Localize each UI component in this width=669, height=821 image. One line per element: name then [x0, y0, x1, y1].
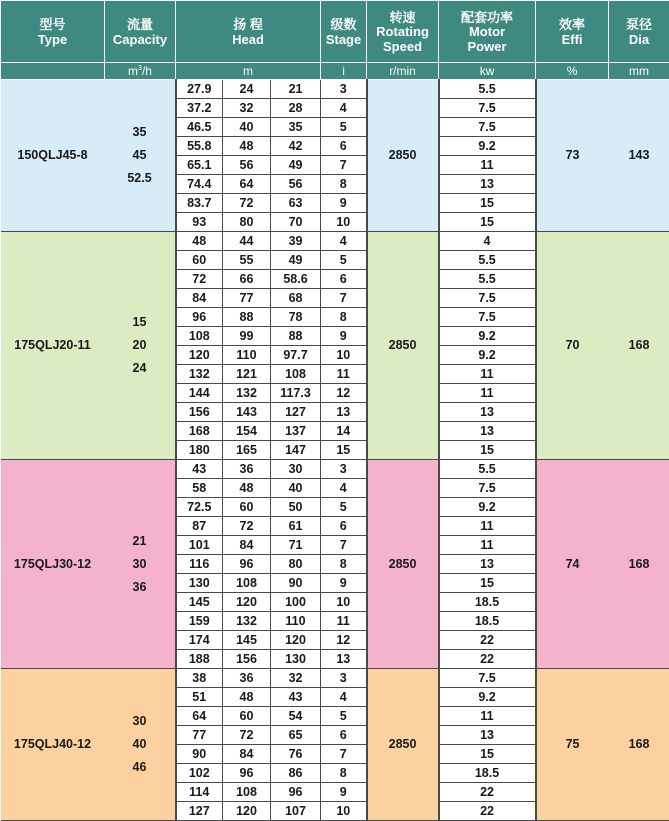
head-value-2: 154	[223, 422, 271, 441]
head-value-1: 180	[176, 441, 223, 460]
capacity-values	[105, 460, 176, 669]
power-value: 9.2	[439, 688, 536, 707]
head-value-3: 42	[271, 137, 321, 156]
head-value-3: 137	[271, 422, 321, 441]
head-value-3: 97.7	[271, 346, 321, 365]
head-value-2: 120	[223, 593, 271, 612]
stage-value: 10	[321, 802, 367, 821]
stage-value: 5	[321, 707, 367, 726]
power-value: 9.2	[439, 346, 536, 365]
capacity-value: 36	[105, 576, 175, 599]
head-value-2: 145	[223, 631, 271, 650]
effi-value: 74	[536, 460, 609, 669]
capacity-values	[105, 232, 176, 460]
model-type: 175QLJ30-12	[1, 460, 105, 669]
head-value-3: 65	[271, 726, 321, 745]
stage-value: 4	[321, 479, 367, 498]
capacity-value: 52.5	[105, 167, 175, 190]
power-value: 13	[439, 726, 536, 745]
stage-value: 8	[321, 555, 367, 574]
header-power: 配套功率 Motor Power	[439, 1, 536, 63]
stage-value: 9	[321, 783, 367, 802]
capacity-value: 24	[105, 357, 175, 380]
model-type: 150QLJ45-8	[1, 80, 105, 232]
head-value-1: 132	[176, 365, 223, 384]
capacity-values	[105, 669, 176, 821]
power-value: 15	[439, 213, 536, 232]
power-value: 18.5	[439, 764, 536, 783]
head-value-3: 100	[271, 593, 321, 612]
head-value-3: 35	[271, 118, 321, 137]
power-value: 18.5	[439, 612, 536, 631]
head-value-1: 43	[176, 460, 223, 479]
power-value: 15	[439, 441, 536, 460]
head-value-3: 70	[271, 213, 321, 232]
head-value-1: 83.7	[176, 194, 223, 213]
power-value: 7.5	[439, 479, 536, 498]
head-value-3: 127	[271, 403, 321, 422]
head-value-3: 49	[271, 251, 321, 270]
stage-value: 15	[321, 441, 367, 460]
head-value-1: 114	[176, 783, 223, 802]
speed-value: 2850	[367, 460, 439, 669]
model-type: 175QLJ20-11	[1, 232, 105, 460]
power-value: 11	[439, 536, 536, 555]
head-value-3: 39	[271, 232, 321, 251]
header-stage: 级数 Stage	[321, 1, 367, 63]
power-value: 22	[439, 783, 536, 802]
stage-value: 6	[321, 517, 367, 536]
head-value-1: 87	[176, 517, 223, 536]
head-value-1: 102	[176, 764, 223, 783]
head-value-1: 90	[176, 745, 223, 764]
dia-value: 168	[609, 232, 669, 460]
head-value-2: 24	[223, 80, 271, 99]
head-value-3: 61	[271, 517, 321, 536]
power-value: 5.5	[439, 270, 536, 289]
head-value-2: 72	[223, 194, 271, 213]
table-row	[1, 232, 669, 251]
head-value-1: 84	[176, 289, 223, 308]
stage-value: 10	[321, 346, 367, 365]
power-value: 18.5	[439, 593, 536, 612]
stage-value: 8	[321, 764, 367, 783]
head-value-3: 56	[271, 175, 321, 194]
power-value: 9.2	[439, 498, 536, 517]
head-value-2: 72	[223, 517, 271, 536]
power-value: 22	[439, 650, 536, 669]
unit-effi: %	[536, 63, 609, 80]
unit-type	[1, 63, 105, 80]
head-value-3: 49	[271, 156, 321, 175]
head-value-1: 174	[176, 631, 223, 650]
head-value-2: 80	[223, 213, 271, 232]
power-value: 9.2	[439, 137, 536, 156]
head-value-1: 55.8	[176, 137, 223, 156]
head-value-2: 110	[223, 346, 271, 365]
head-value-3: 71	[271, 536, 321, 555]
head-value-1: 77	[176, 726, 223, 745]
stage-value: 10	[321, 593, 367, 612]
power-value: 11	[439, 156, 536, 175]
head-value-1: 27.9	[176, 80, 223, 99]
dia-value: 168	[609, 669, 669, 821]
power-value: 15	[439, 574, 536, 593]
power-value: 11	[439, 384, 536, 403]
power-value: 9.2	[439, 327, 536, 346]
speed-value: 2850	[367, 232, 439, 460]
power-value: 5.5	[439, 80, 536, 99]
head-value-1: 38	[176, 669, 223, 688]
head-value-2: 108	[223, 783, 271, 802]
stage-value: 5	[321, 251, 367, 270]
power-value: 7.5	[439, 289, 536, 308]
head-value-2: 156	[223, 650, 271, 669]
head-value-1: 51	[176, 688, 223, 707]
head-value-1: 120	[176, 346, 223, 365]
head-value-1: 65.1	[176, 156, 223, 175]
head-value-2: 96	[223, 555, 271, 574]
speed-value: 2850	[367, 669, 439, 821]
table-row	[1, 80, 669, 99]
stage-value: 7	[321, 536, 367, 555]
capacity-value: 30	[105, 553, 175, 576]
head-value-2: 132	[223, 612, 271, 631]
head-value-2: 48	[223, 479, 271, 498]
header-effi: 效率 Effi	[536, 1, 609, 63]
head-value-3: 68	[271, 289, 321, 308]
capacity-value: 21	[105, 530, 175, 553]
unit-dia: mm	[609, 63, 669, 80]
stage-value: 11	[321, 612, 367, 631]
head-value-3: 120	[271, 631, 321, 650]
stage-value: 6	[321, 137, 367, 156]
head-value-3: 96	[271, 783, 321, 802]
header-speed: 转速 Rotating Speed	[367, 1, 439, 63]
head-value-1: 58	[176, 479, 223, 498]
power-value: 13	[439, 403, 536, 422]
stage-value: 4	[321, 232, 367, 251]
head-value-2: 32	[223, 99, 271, 118]
power-value: 11	[439, 517, 536, 536]
head-value-1: 64	[176, 707, 223, 726]
head-value-2: 36	[223, 669, 271, 688]
head-value-3: 86	[271, 764, 321, 783]
header-capacity: 流量 Capacity	[105, 1, 176, 63]
capacity-value: 40	[105, 733, 175, 756]
head-value-2: 56	[223, 156, 271, 175]
head-value-3: 43	[271, 688, 321, 707]
unit-speed: r/min	[367, 63, 439, 80]
stage-value: 13	[321, 650, 367, 669]
head-value-1: 72.5	[176, 498, 223, 517]
stage-value: 14	[321, 422, 367, 441]
head-value-2: 55	[223, 251, 271, 270]
effi-value: 75	[536, 669, 609, 821]
head-value-3: 117.3	[271, 384, 321, 403]
head-value-1: 156	[176, 403, 223, 422]
capacity-values	[105, 80, 176, 232]
head-value-3: 63	[271, 194, 321, 213]
power-value: 15	[439, 745, 536, 764]
header-type: 型号 Type	[1, 1, 105, 63]
power-value: 4	[439, 232, 536, 251]
head-value-3: 40	[271, 479, 321, 498]
head-value-2: 77	[223, 289, 271, 308]
capacity-value: 46	[105, 756, 175, 779]
head-value-1: 130	[176, 574, 223, 593]
stage-value: 3	[321, 80, 367, 99]
head-value-3: 30	[271, 460, 321, 479]
head-value-1: 127	[176, 802, 223, 821]
head-value-2: 96	[223, 764, 271, 783]
stage-value: 6	[321, 726, 367, 745]
head-value-3: 21	[271, 80, 321, 99]
head-value-2: 108	[223, 574, 271, 593]
stage-value: 8	[321, 308, 367, 327]
head-value-2: 48	[223, 688, 271, 707]
power-value: 11	[439, 365, 536, 384]
table-row	[1, 669, 669, 688]
capacity-value: 35	[105, 121, 175, 144]
power-value: 7.5	[439, 118, 536, 137]
power-value: 7.5	[439, 308, 536, 327]
header-dia: 泵径 Dia	[609, 1, 669, 63]
head-value-2: 72	[223, 726, 271, 745]
head-value-1: 168	[176, 422, 223, 441]
head-value-2: 99	[223, 327, 271, 346]
head-value-1: 37.2	[176, 99, 223, 118]
stage-value: 11	[321, 365, 367, 384]
head-value-1: 101	[176, 536, 223, 555]
head-value-3: 76	[271, 745, 321, 764]
head-value-1: 145	[176, 593, 223, 612]
head-value-2: 60	[223, 498, 271, 517]
head-value-2: 88	[223, 308, 271, 327]
stage-value: 10	[321, 213, 367, 232]
head-value-1: 46.5	[176, 118, 223, 137]
head-value-3: 54	[271, 707, 321, 726]
stage-value: 4	[321, 688, 367, 707]
power-value: 13	[439, 422, 536, 441]
stage-value: 3	[321, 669, 367, 688]
head-value-1: 108	[176, 327, 223, 346]
head-value-3: 110	[271, 612, 321, 631]
stage-value: 5	[321, 118, 367, 137]
head-value-3: 147	[271, 441, 321, 460]
spec-body	[1, 80, 669, 821]
power-value: 15	[439, 194, 536, 213]
unit-stage: i	[321, 63, 367, 80]
capacity-value: 30	[105, 710, 175, 733]
head-value-3: 50	[271, 498, 321, 517]
unit-head: m	[176, 63, 321, 80]
stage-value: 12	[321, 631, 367, 650]
power-value: 11	[439, 707, 536, 726]
head-value-2: 44	[223, 232, 271, 251]
head-value-1: 48	[176, 232, 223, 251]
dia-value: 168	[609, 460, 669, 669]
head-value-1: 60	[176, 251, 223, 270]
head-value-2: 132	[223, 384, 271, 403]
stage-value: 7	[321, 745, 367, 764]
head-value-2: 36	[223, 460, 271, 479]
stage-value: 5	[321, 498, 367, 517]
head-value-1: 144	[176, 384, 223, 403]
power-value: 13	[439, 555, 536, 574]
head-value-2: 120	[223, 802, 271, 821]
effi-value: 70	[536, 232, 609, 460]
stage-value: 6	[321, 270, 367, 289]
head-value-3: 130	[271, 650, 321, 669]
stage-value: 9	[321, 327, 367, 346]
stage-value: 13	[321, 403, 367, 422]
head-value-3: 107	[271, 802, 321, 821]
stage-value: 3	[321, 460, 367, 479]
head-value-2: 121	[223, 365, 271, 384]
head-value-3: 90	[271, 574, 321, 593]
capacity-value: 45	[105, 144, 175, 167]
head-value-2: 143	[223, 403, 271, 422]
stage-value: 7	[321, 156, 367, 175]
unit-power: kw	[439, 63, 536, 80]
head-value-1: 116	[176, 555, 223, 574]
head-value-1: 93	[176, 213, 223, 232]
power-value: 22	[439, 631, 536, 650]
speed-value: 2850	[367, 80, 439, 232]
stage-value: 12	[321, 384, 367, 403]
head-value-2: 40	[223, 118, 271, 137]
stage-value: 9	[321, 574, 367, 593]
unit-capacity: $m^3/h$	[105, 63, 176, 80]
head-value-3: 28	[271, 99, 321, 118]
head-value-2: 64	[223, 175, 271, 194]
head-value-1: 159	[176, 612, 223, 631]
head-value-3: 32	[271, 669, 321, 688]
model-type: 175QLJ40-12	[1, 669, 105, 821]
dia-value: 143	[609, 80, 669, 232]
power-value: 7.5	[439, 99, 536, 118]
head-value-3: 88	[271, 327, 321, 346]
head-value-1: 188	[176, 650, 223, 669]
header-head: 扬 程 Head	[176, 1, 321, 63]
table-row	[1, 460, 669, 479]
power-value: 22	[439, 802, 536, 821]
head-value-2: 84	[223, 536, 271, 555]
stage-value: 4	[321, 99, 367, 118]
head-value-1: 74.4	[176, 175, 223, 194]
head-value-3: 78	[271, 308, 321, 327]
stage-value: 9	[321, 194, 367, 213]
head-value-1: 72	[176, 270, 223, 289]
head-value-1: 96	[176, 308, 223, 327]
power-value: 5.5	[439, 460, 536, 479]
stage-value: 7	[321, 289, 367, 308]
capacity-value: 15	[105, 311, 175, 334]
power-value: 5.5	[439, 251, 536, 270]
power-value: 13	[439, 175, 536, 194]
head-value-2: 48	[223, 137, 271, 156]
head-value-3: 108	[271, 365, 321, 384]
effi-value: 73	[536, 80, 609, 232]
stage-value: 8	[321, 175, 367, 194]
head-value-3: 58.6	[271, 270, 321, 289]
head-value-2: 84	[223, 745, 271, 764]
head-value-3: 80	[271, 555, 321, 574]
power-value: 7.5	[439, 669, 536, 688]
head-value-2: 66	[223, 270, 271, 289]
head-value-2: 60	[223, 707, 271, 726]
head-value-2: 165	[223, 441, 271, 460]
capacity-value: 20	[105, 334, 175, 357]
